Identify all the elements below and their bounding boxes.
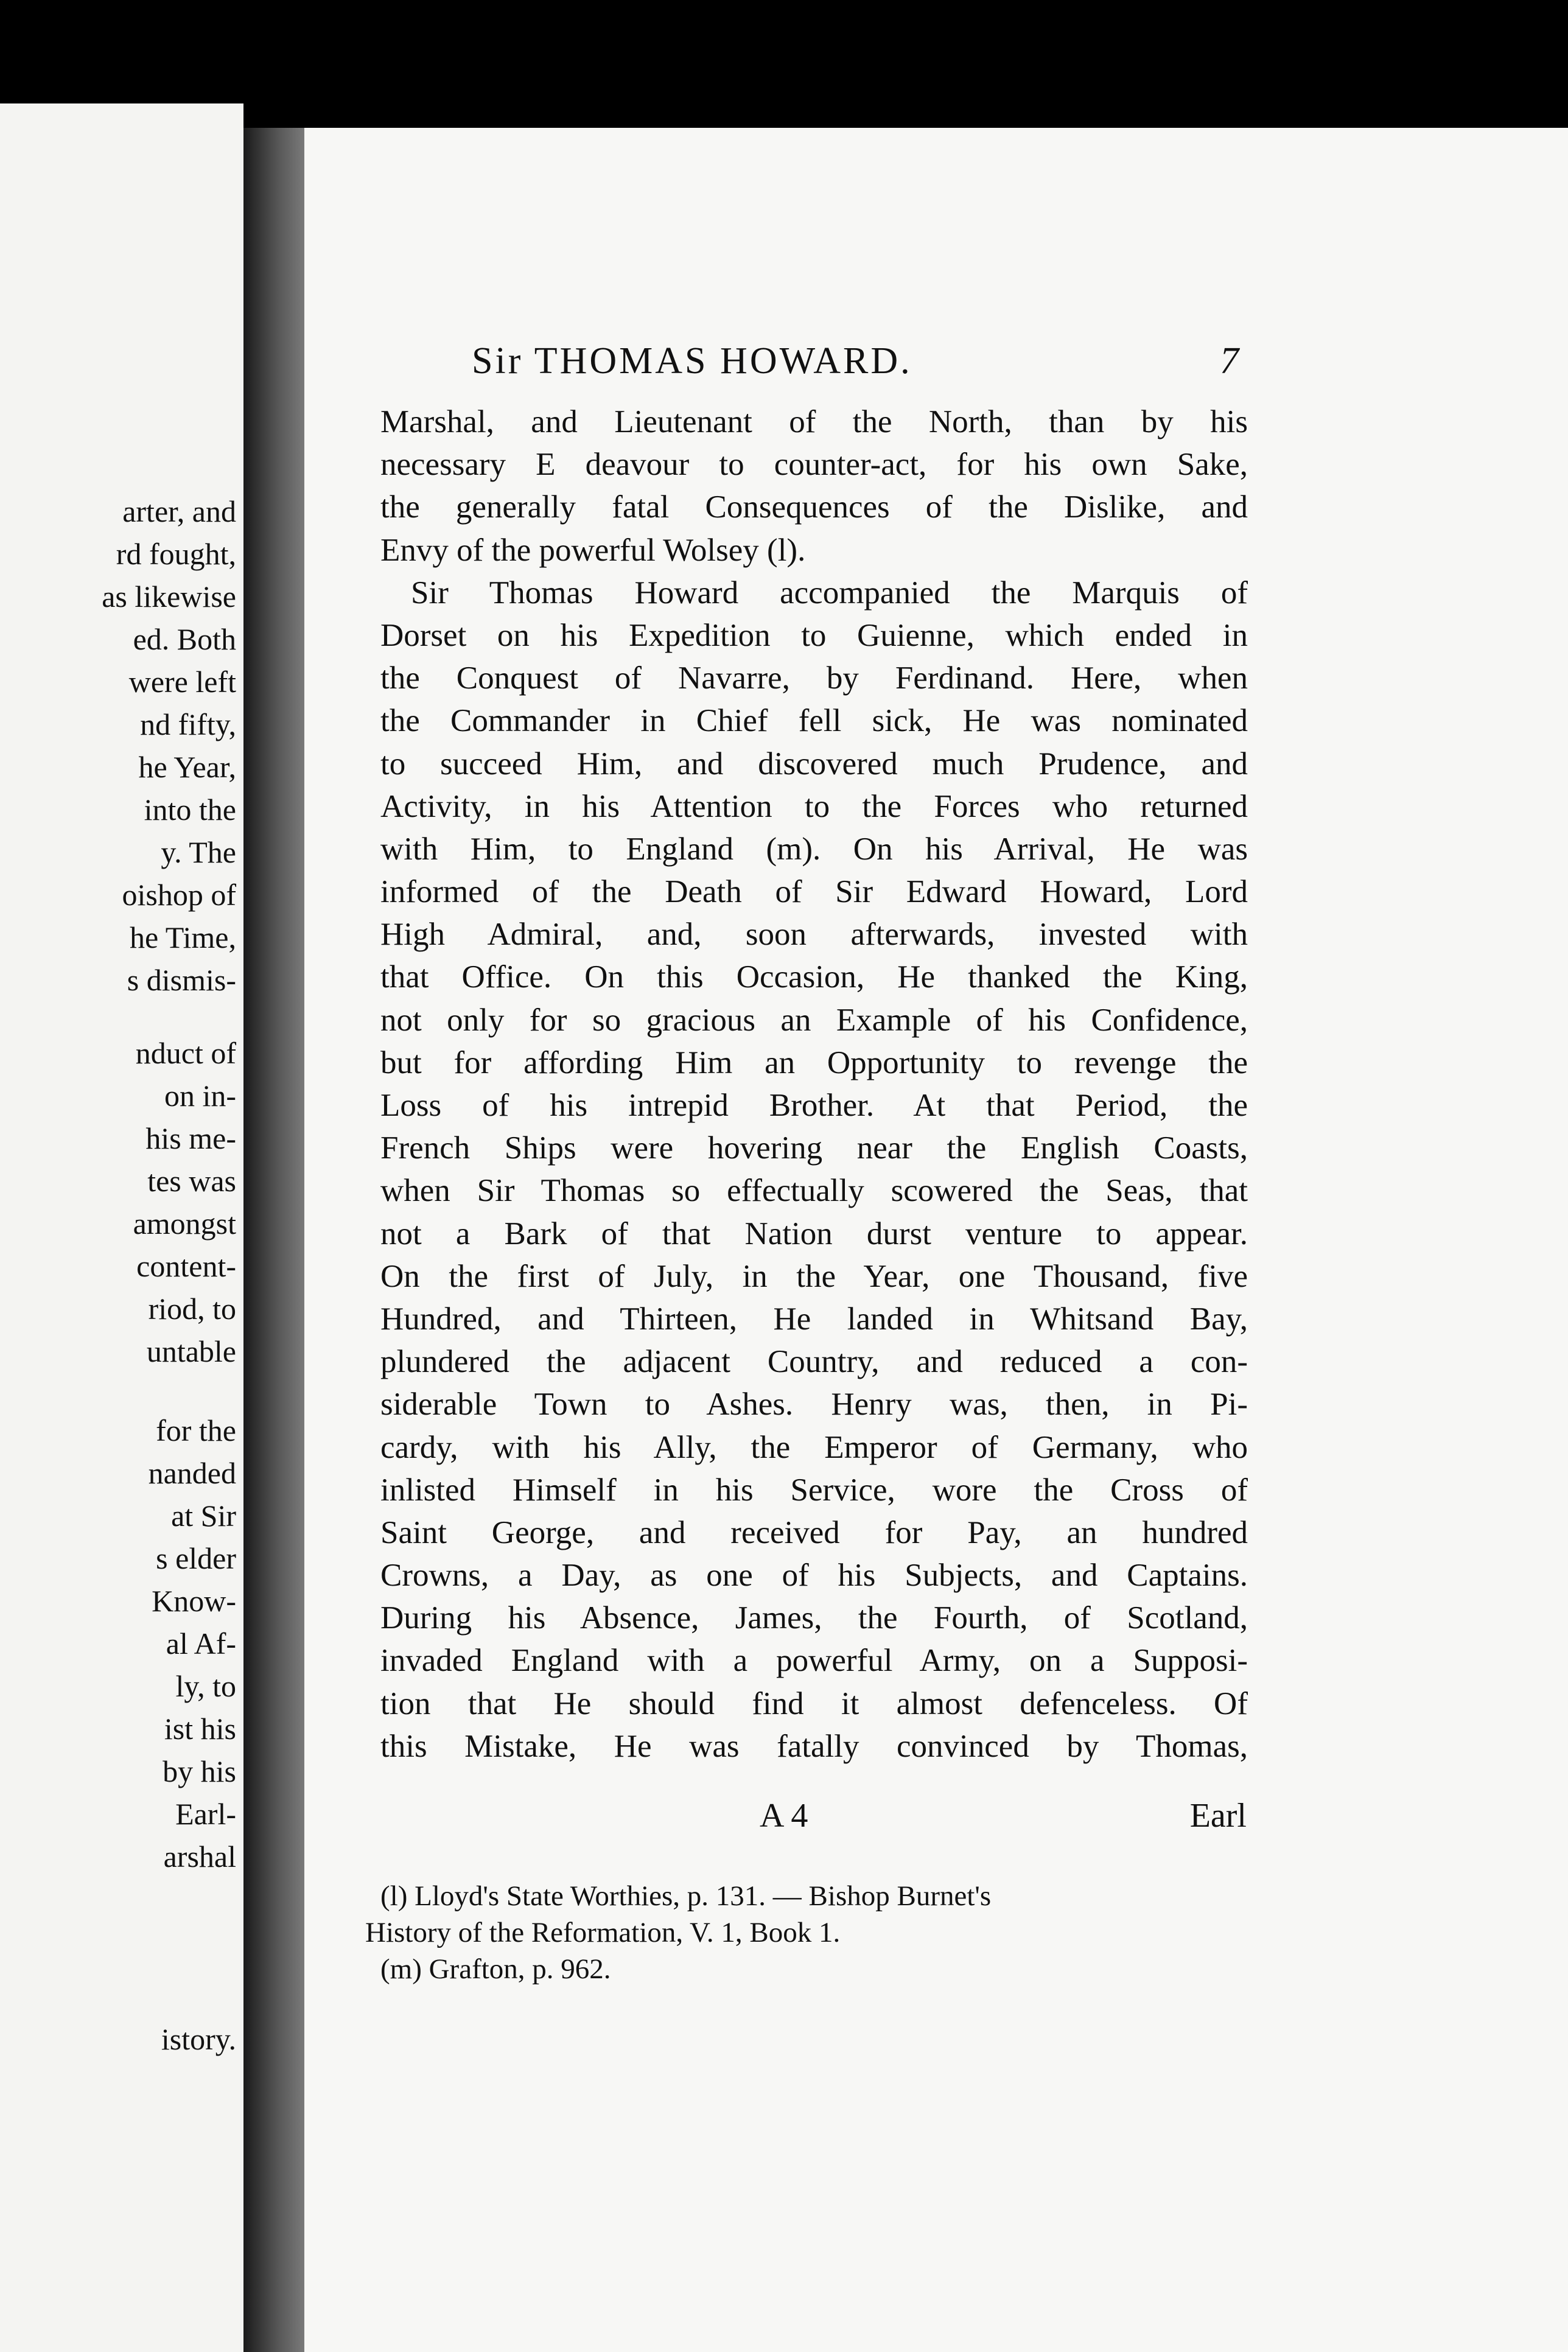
text-line: Hundred, and Thirteen, He landed in Whitsand Bay, <box>380 1301 1248 1337</box>
signature-mark: A 4 <box>760 1797 808 1835</box>
text-line: inlisted Himself in his Service, wore the Cross of <box>380 1472 1248 1508</box>
footnote-line: (m) Grafton, p. 962. <box>380 1953 611 1985</box>
left-page-line: oishop of <box>122 878 236 912</box>
body-text <box>380 401 1248 1768</box>
left-page-line: ed. Both <box>133 622 236 656</box>
text-line: necessary E deavour to counter-act, for his own Sake, <box>380 447 1248 483</box>
left-page-line: Know- <box>152 1584 236 1618</box>
left-page-line: riod, to <box>148 1292 236 1326</box>
left-page-line: arter, and <box>122 494 236 528</box>
text-line: Crowns, a Day, as one of his Subjects, and Captains. <box>380 1558 1248 1594</box>
text-line: Envy of the powerful Wolsey (l). <box>380 532 806 568</box>
footnotes <box>365 1878 1202 1987</box>
left-page-line: were left <box>128 665 236 699</box>
text-line: Dorset on his Expedition to Guienne, which ended in <box>380 617 1248 653</box>
left-page-line: he Time, <box>129 920 236 954</box>
text-line: Loss of his intrepid Brother. At that Period, the <box>380 1088 1248 1123</box>
left-page-line: s elder <box>156 1541 236 1575</box>
text-line: invaded England with a powerful Army, on a Supposi- <box>380 1643 1248 1679</box>
text-line: to succeed Him, and discovered much Prudence, and <box>380 746 1248 782</box>
text-line: not a Bark of that Nation durst venture to appear. <box>380 1216 1248 1251</box>
text-line: informed of the Death of Sir Edward Howard, Lord <box>380 874 1248 910</box>
left-page-line: his me- <box>145 1121 236 1155</box>
footnote-line: History of the Reformation, V. 1, Book 1. <box>365 1917 841 1948</box>
text-line: On the first of July, in the Year, one Thousand, five <box>380 1258 1248 1294</box>
left-page-line: on in- <box>164 1079 236 1113</box>
text-line: the generally fatal Consequences of the Dislike, and <box>380 489 1248 525</box>
left-page-line: s dismis- <box>127 963 236 997</box>
left-page-line: arshal <box>163 1839 236 1874</box>
book-gutter <box>243 128 304 2352</box>
left-page-line: for the <box>156 1413 236 1447</box>
text-line: Saint George, and received for Pay, an hundred <box>380 1514 1248 1550</box>
left-page-line: ly, to <box>175 1669 236 1703</box>
text-line: with Him, to England (m). On his Arrival, He was <box>380 831 1248 867</box>
text-line: plundered the adjacent Country, and reduced a con- <box>380 1344 1248 1380</box>
left-page-line: nd fifty, <box>140 707 236 741</box>
text-line: that Office. On this Occasion, He thanked the King, <box>380 959 1248 995</box>
text-line: Sir Thomas Howard accompanied the Marquis of <box>411 575 1248 611</box>
left-page-line: at Sir <box>171 1499 236 1533</box>
text-line: the Commander in Chief fell sick, He was nominated <box>380 703 1248 739</box>
text-line: Marshal, and Lieutenant of the North, than by his <box>380 404 1248 439</box>
text-line: cardy, with his Ally, the Emperor of Germany, who <box>380 1429 1248 1465</box>
signature-line <box>760 1794 1247 1837</box>
left-facing-page <box>0 103 243 2352</box>
left-page-line: tes was <box>147 1164 236 1198</box>
left-page-line: he Year, <box>138 750 236 784</box>
left-page-line: content- <box>136 1249 236 1283</box>
running-head <box>472 334 1239 388</box>
left-page-line: rd fought, <box>116 537 236 571</box>
text-line: the Conquest of Navarre, by Ferdinand. Here, when <box>380 660 1248 696</box>
text-line: tion that He should find it almost defenceless. Of <box>380 1685 1248 1721</box>
left-page-line: amongst <box>133 1206 236 1241</box>
left-page-line: Earl- <box>175 1797 236 1831</box>
left-page-line: al Af- <box>166 1626 236 1661</box>
footnote-line: (l) Lloyd's State Worthies, p. 131. — Bishop Burnet's <box>380 1880 992 1912</box>
catchword: Earl <box>1189 1797 1247 1835</box>
text-line: Activity, in his Attention to the Forces who returned <box>380 788 1248 824</box>
left-page-line: nanded <box>148 1456 236 1490</box>
left-page-line: into the <box>144 793 236 827</box>
left-page-line: y. The <box>161 835 236 869</box>
left-page-line: nduct of <box>135 1036 236 1070</box>
text-line: French Ships were hovering near the English Coasts, <box>380 1130 1248 1166</box>
left-page-line: ist his <box>164 1712 236 1746</box>
text-line: when Sir Thomas so effectually scowered the Seas, that <box>380 1173 1248 1209</box>
left-page-line: untable <box>146 1334 236 1368</box>
page-number: 7 <box>1220 340 1239 382</box>
text-line: this Mistake, He was fatally convinced by Thomas, <box>380 1728 1248 1764</box>
left-page-line: by his <box>163 1754 236 1788</box>
text-line: siderable Town to Ashes. Henry was, then, in Pi- <box>380 1387 1248 1423</box>
running-head-title: Sir THOMAS HOWARD. <box>472 340 912 382</box>
text-line: High Admiral, and, soon afterwards, invested with <box>380 917 1248 953</box>
text-line: not only for so gracious an Example of his Confidence, <box>380 1002 1248 1038</box>
text-line: During his Absence, James, the Fourth, of Scotland, <box>380 1600 1248 1636</box>
left-page-line: istory. <box>161 2022 236 2056</box>
text-line: but for affording Him an Opportunity to revenge the <box>380 1045 1248 1080</box>
left-page-line: as likewise <box>102 579 236 614</box>
